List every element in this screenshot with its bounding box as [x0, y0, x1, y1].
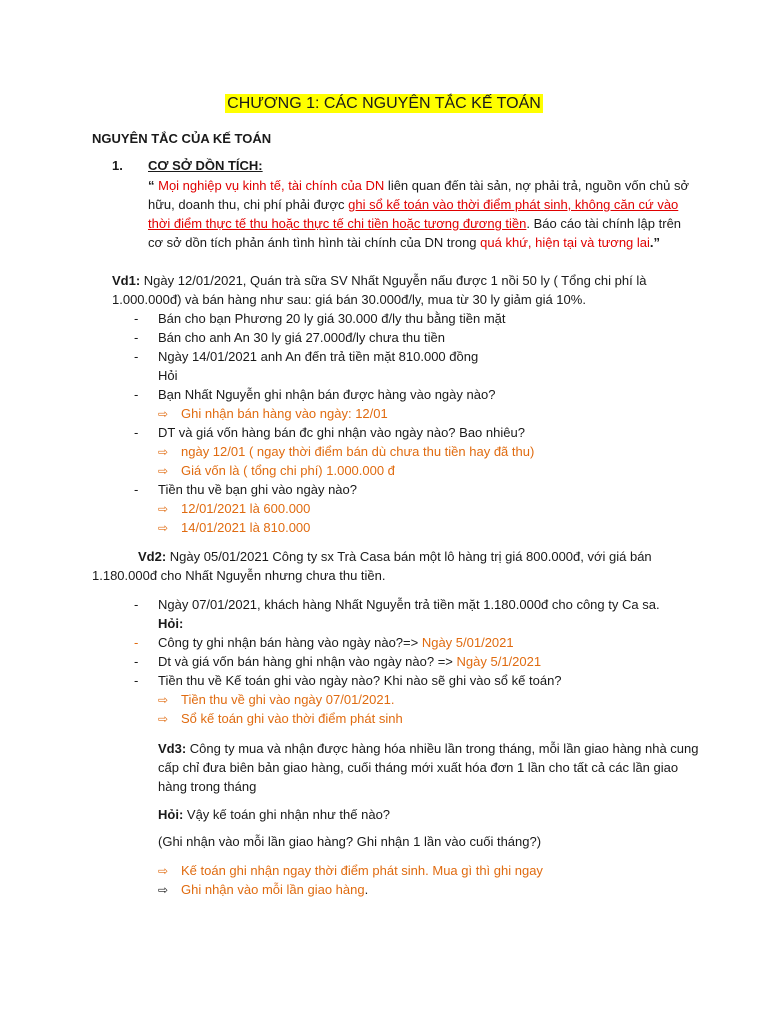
arrow-icon: ⇨: [158, 864, 169, 878]
section-1-number: 1.: [112, 158, 123, 173]
bullet-dash: -: [134, 349, 139, 364]
section-1-label: CƠ SỞ DỒN TÍCH:: [148, 158, 263, 173]
vd2-question-1: Công ty ghi nhận bán hàng vào ngày nào?=> Ngày 5/01/2021: [158, 635, 514, 650]
vd2-answer-3a: Tiền thu về ghi vào ngày 07/01/2021.: [181, 692, 395, 707]
vd1-question-3: Tiền thu về bạn ghi vào ngày nào?: [158, 482, 357, 497]
bullet-dash: -: [134, 387, 139, 402]
quote-line-1: “ Mọi nghiệp vụ kinh tế, tài chính của DN liên quan đến tài sản, nợ phải trả, nguồn vốn chủ sở: [148, 178, 690, 193]
vd2-hoi: Hỏi:: [158, 616, 184, 631]
arrow-icon: ⇨: [158, 883, 169, 897]
bullet-dash: -: [134, 330, 139, 345]
vd3-answer-2: Ghi nhận vào mỗi lần giao hàng.: [181, 882, 369, 897]
vd2-question-3: Tiền thu về Kế toán ghi vào ngày nào? Khi nào sẽ ghi vào sổ kế toán?: [158, 673, 562, 688]
bullet-dash: -: [134, 673, 139, 688]
vd1-answer-2b: Giá vốn là ( tổng chi phí) 1.000.000 đ: [181, 463, 395, 478]
vd1-answer-3a: 12/01/2021 là 600.000: [181, 501, 311, 516]
arrow-icon: ⇨: [158, 502, 169, 516]
vd3-answer-1: Kế toán ghi nhận ngay thời điểm phát sinh. Mua gì thì ghi ngay: [181, 863, 543, 878]
vd1-answer-1: Ghi nhận bán hàng vào ngày: 12/01: [181, 406, 388, 421]
bullet-dash: -: [134, 425, 139, 440]
vd1-line-1: Vd1: Ngày 12/01/2021, Quán trà sữa SV Nhất Nguyễn nấu được 1 nồi 50 ly ( Tổng chi phí là: [112, 273, 647, 288]
bullet-dash: -: [134, 311, 139, 326]
vd1-question-2: DT và giá vốn hàng bán đc ghi nhận vào ngày nào? Bao nhiêu?: [158, 425, 525, 440]
vd1-line-2: 1.000.000đ) và bán hàng như sau: giá bán 30.000đ/ly, mua từ 30 ly giảm giá 10%.: [112, 292, 586, 307]
quote-line-4: cơ sở dồn tích phản ánh tình hình tài chính của DN trong quá khứ, hiện tại và tương lai.”: [148, 235, 661, 250]
vd3-line-2: cấp chỉ đưa biên bản giao hàng, cuối tháng mới xuất hóa đơn 1 lần cho tất cả các lần giao: [158, 760, 679, 775]
bullet-dash: -: [134, 635, 139, 650]
vd3-question: Hỏi: Vậy kế toán ghi nhận như thế nào?: [158, 807, 391, 822]
bullet-dash: -: [134, 597, 139, 612]
arrow-icon: ⇨: [158, 712, 169, 726]
vd2-line-1: Vd2: Ngày 05/01/2021 Công ty sx Trà Casa bán một lô hàng trị giá 800.000đ, với giá bán: [138, 549, 652, 564]
vd1-hoi: Hỏi: [158, 368, 178, 383]
quote-line-3: thời điểm thực tế thu hoặc thực tế chi tiền hoặc tương đương tiền. Báo cáo tài chính lập trên: [148, 216, 682, 231]
vd3-line-3: hàng trong tháng: [158, 779, 257, 794]
bullet-dash: -: [134, 482, 139, 497]
chapter-title: CHƯƠNG 1: CÁC NGUYÊN TẮC KẾ TOÁN: [227, 95, 541, 112]
arrow-icon: ⇨: [158, 407, 169, 421]
vd2-line-2: 1.180.000đ cho Nhất Nguyễn nhưng chưa thu tiền.: [92, 568, 386, 583]
vd1-item-1: Bán cho bạn Phương 20 ly giá 30.000 đ/ly thu bằng tiền mặt: [158, 311, 506, 326]
arrow-icon: ⇨: [158, 521, 169, 535]
vd1-question-1: Bạn Nhất Nguyễn ghi nhận bán được hàng vào ngày nào?: [158, 387, 496, 402]
vd1-item-2: Bán cho anh An 30 ly giá 27.000đ/ly chưa thu tiền: [158, 330, 445, 345]
arrow-icon: ⇨: [158, 464, 169, 478]
section-heading: NGUYÊN TẮC CỦA KẾ TOÁN: [92, 131, 272, 146]
vd3-line-1: Vd3: Công ty mua và nhận được hàng hóa nhiều lần trong tháng, mỗi lần giao hàng nhà cung: [158, 741, 699, 756]
vd1-answer-3b: 14/01/2021 là 810.000: [181, 520, 311, 535]
vd3-question-2: (Ghi nhận vào mỗi lần giao hàng? Ghi nhận 1 lần vào cuối tháng?): [158, 834, 542, 849]
arrow-icon: ⇨: [158, 693, 169, 707]
vd1-answer-2a: ngày 12/01 ( ngay thời điểm bán dù chưa thu tiền hay đã thu): [181, 444, 535, 459]
vd2-answer-3b: Sổ kế toán ghi vào thời điểm phát sinh: [181, 711, 403, 726]
quote-line-2: hữu, doanh thu, chi phí phải được ghi sổ kế toán vào thời điểm phát sinh, không căn cứ vào: [148, 197, 679, 212]
vd2-question-2: Dt và giá vốn bán hàng ghi nhận vào ngày nào? => Ngày 5/1/2021: [158, 654, 542, 669]
vd2-item: Ngày 07/01/2021, khách hàng Nhất Nguyễn trả tiền mặt 1.180.000đ cho công ty Ca sa.: [158, 597, 660, 612]
vd1-item-3: Ngày 14/01/2021 anh An đến trả tiền mặt 810.000 đồng: [158, 349, 479, 364]
arrow-icon: ⇨: [158, 445, 169, 459]
bullet-dash: -: [134, 654, 139, 669]
